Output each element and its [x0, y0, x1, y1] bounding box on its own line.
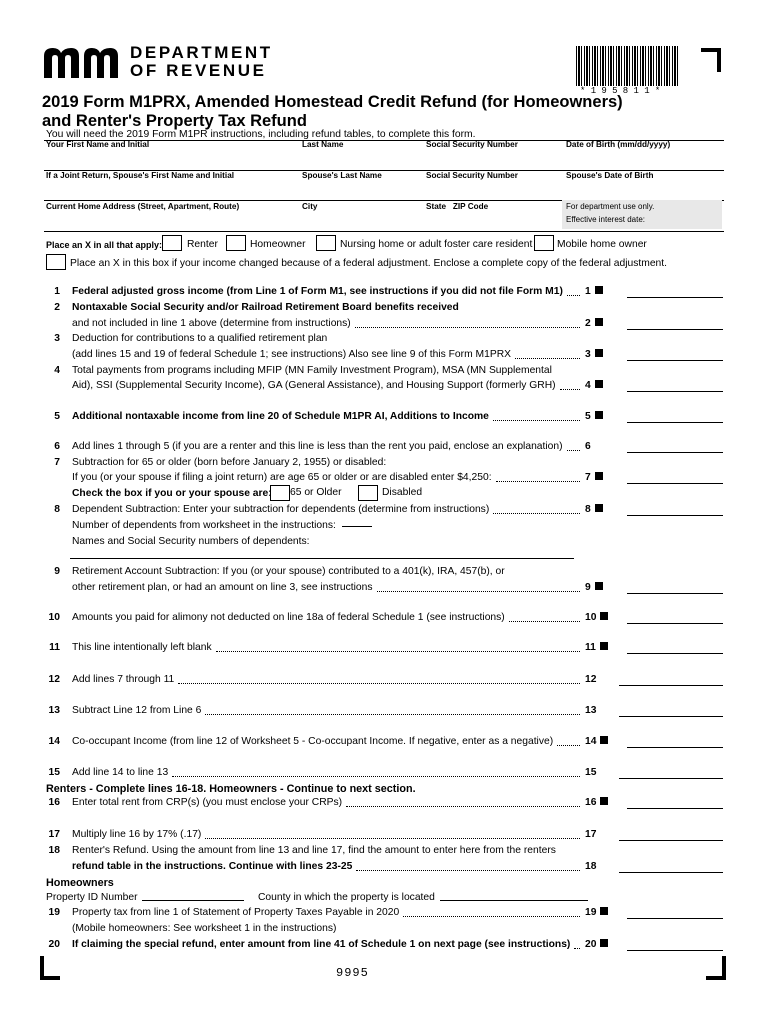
line-ref-label: 17 [585, 829, 597, 840]
line-text: Property tax from line 1 of Statement of Property Taxes Payable in 2020 [72, 907, 400, 918]
line-text: Subtract Line 12 from Line 6 [72, 705, 202, 716]
place-x-label: Place an X in all that apply: [46, 240, 163, 250]
line-ref-number [585, 674, 596, 685]
state-zip-label: State ZIP Code [426, 202, 489, 211]
answer-field-line-9[interactable] [627, 593, 723, 594]
line-text: Renter's Refund. Using the amount from line 13 and line 17, find the amount to enter here from the renters [72, 845, 556, 856]
line-ref-number [585, 441, 591, 452]
marker-square-icon [595, 472, 603, 480]
line-text: Multiply line 16 by 17% (.17) [72, 829, 202, 840]
instructions-note: You will need the 2019 Form M1PR instructions, including refund tables, to complete this form. [46, 129, 476, 140]
line-ref-label: 2 [585, 318, 591, 329]
marker-square-icon [595, 380, 603, 388]
marker-square-icon [595, 349, 603, 357]
line-number: 16 [48, 797, 60, 808]
line-ref-number [585, 797, 608, 808]
line-text: Add line 14 to line 13 [72, 767, 169, 778]
dependents-count-field[interactable] [342, 526, 372, 527]
dot-leader [346, 806, 580, 807]
line-ref-number [585, 861, 596, 872]
line-text: Federal adjusted gross income (from Line 1 of Form M1, see instructions if you did not file Form M1) [72, 286, 563, 297]
marker-square-icon [600, 907, 608, 915]
line-text: This line intentionally left blank [72, 642, 212, 653]
dependents-names-field[interactable] [70, 558, 574, 559]
line-ref-number [585, 380, 603, 391]
dot-leader [178, 683, 580, 684]
dot-leader [557, 745, 580, 746]
line-number: 12 [48, 674, 60, 685]
line-ref-number [585, 504, 603, 515]
dot-leader [567, 295, 580, 296]
line-number: 4 [54, 365, 60, 376]
answer-field-line-20[interactable] [627, 950, 723, 951]
answer-field-line-12[interactable] [619, 685, 723, 686]
line-text: Nontaxable Social Security and/or Railroad Retirement Board benefits received [72, 302, 459, 313]
address-label: Current Home Address (Street, Apartment, Route) [46, 202, 240, 211]
disabled-label: Disabled [382, 487, 423, 498]
line-ref-number [585, 349, 603, 360]
dot-leader [172, 776, 580, 777]
spouse-last-label: Spouse's Last Name [302, 171, 382, 180]
line-number: 10 [48, 612, 60, 623]
nursing-home-checkbox[interactable] [316, 235, 336, 251]
property-id-label: Property ID Number [46, 892, 138, 903]
answer-field-line-6[interactable] [627, 452, 723, 453]
first-name-label: Your First Name and Initial [46, 140, 150, 149]
line-number: 8 [54, 504, 60, 515]
line-ref-label: 13 [585, 705, 597, 716]
line-number: 17 [48, 829, 60, 840]
marker-square-icon [600, 612, 608, 620]
answer-field-line-7[interactable] [627, 483, 723, 484]
line-ref-label: 14 [585, 736, 597, 747]
dot-leader [355, 327, 580, 328]
line-number: 5 [54, 411, 60, 422]
marker-square-icon [595, 286, 603, 294]
line-ref-label: 4 [585, 380, 591, 391]
dot-leader [567, 450, 580, 451]
line-number: 15 [48, 767, 60, 778]
line-ref-label: 20 [585, 939, 597, 950]
renters-section-header: Renters - Complete lines 16-18. Homeowners - Continue to next section. [46, 783, 416, 795]
line-text: Names and Social Security numbers of dependents: [72, 536, 310, 547]
answer-field-line-3[interactable] [627, 360, 723, 361]
line-text: and not included in line 1 above (determine from instructions) [72, 318, 351, 329]
department-use-box: For department use only. Effective interest date: [562, 200, 722, 229]
dot-leader [403, 916, 580, 917]
city-label: City [302, 202, 318, 211]
marker-square-icon [595, 411, 603, 419]
barcode [576, 46, 680, 86]
answer-field-line-18[interactable] [619, 872, 723, 873]
line-number: 9 [54, 566, 60, 577]
spouse-ssn-label: Social Security Number [426, 171, 518, 180]
line-ref-number [585, 642, 608, 653]
answer-field-line-14[interactable] [627, 747, 723, 748]
answer-field-line-15[interactable] [619, 778, 723, 779]
dot-leader [205, 838, 580, 839]
line-ref-label: 6 [585, 441, 591, 452]
crop-mark-bottom-right [706, 956, 726, 980]
disabled-checkbox[interactable] [358, 485, 378, 501]
line-text: refund table in the instructions. Continue with lines 23-25 [72, 861, 353, 872]
crop-mark-bottom-left [40, 956, 60, 980]
nursing-home-label: Nursing home or adult foster care resident [340, 239, 533, 250]
line-number: 18 [48, 845, 60, 856]
line-text: (add lines 15 and 19 of federal Schedule 1; see instructions) Also see line 9 of this Form M1PRX [72, 349, 512, 360]
federal-adjustment-label: Place an X in this box if your income changed because of a federal adjustment. Enclose a complete copy of the federal adjustment. [70, 258, 667, 269]
line-ref-label: 5 [585, 411, 591, 422]
dot-leader [377, 591, 580, 592]
line-text: Add lines 7 through 11 [72, 674, 175, 685]
line-text: Retirement Account Subtraction: If you (or your spouse) contributed to a 401(k), IRA, 457(b), or [72, 566, 505, 577]
dot-leader [509, 621, 580, 622]
crop-mark-top-right [701, 48, 721, 72]
answer-field-line-2[interactable] [627, 329, 723, 330]
answer-field-line-8[interactable] [627, 515, 723, 516]
federal-adjustment-checkbox[interactable] [46, 254, 66, 270]
marker-square-icon [595, 582, 603, 590]
line-number: 11 [49, 642, 60, 653]
line-number: 6 [54, 441, 60, 452]
age65-label: 65 or Older [290, 487, 342, 498]
line-ref-label: 1 [585, 286, 591, 297]
line-text: Number of dependents from worksheet in the instructions: [72, 520, 336, 531]
dob-label: Date of Birth (mm/dd/yyyy) [566, 140, 671, 149]
line-ref-number [585, 829, 596, 840]
line-text: Dependent Subtraction: Enter your subtraction for dependents (determine from instructions) [72, 504, 490, 515]
line-ref-number [585, 736, 608, 747]
line-ref-number [585, 907, 608, 918]
divider [44, 231, 724, 232]
spouse-dob-label: Spouse's Date of Birth [566, 171, 654, 180]
answer-field-line-1[interactable] [627, 297, 723, 298]
dot-leader [493, 420, 580, 421]
line-text: other retirement plan, or had an amount on line 3, see instructions [72, 582, 373, 593]
line-ref-number [585, 472, 603, 483]
renter-checkbox[interactable] [162, 235, 182, 251]
line-ref-label: 9 [585, 582, 591, 593]
line-ref-label: 16 [585, 797, 597, 808]
mn-logo [44, 46, 122, 78]
dot-leader [356, 870, 580, 871]
dot-leader [560, 389, 580, 390]
page-code: 9995 [336, 966, 369, 980]
dot-leader [205, 714, 580, 715]
line-ref-number [585, 705, 596, 716]
homeowners-section-header: Homeowners [46, 877, 114, 889]
barcode-number: *195811* [580, 86, 666, 96]
line-ref-label: 12 [585, 674, 597, 685]
line-ref-number [585, 767, 596, 778]
line-ref-label: 8 [585, 504, 591, 515]
line-ref-number [585, 582, 603, 593]
line-text: Amounts you paid for alimony not deducted on line 18a of federal Schedule 1 (see instructions) [72, 612, 505, 623]
dot-leader [515, 358, 580, 359]
line-number: 3 [54, 333, 60, 344]
line-ref-label: 11 [585, 642, 596, 653]
line-ref-label: 15 [585, 767, 597, 778]
line-text: Co-occupant Income (from line 12 of Worksheet 5 - Co-occupant Income. If negative, enter as a negative) [72, 736, 554, 747]
last-name-label: Last Name [302, 140, 344, 149]
line-text: Total payments from programs including MFIP (MN Family Investment Program), MSA (MN Supplemental [72, 365, 552, 376]
line-number: 7 [54, 457, 60, 468]
answer-field-line-19[interactable] [627, 918, 723, 919]
age65-checkbox[interactable] [270, 485, 290, 501]
line-ref-number [585, 286, 603, 297]
line-text: Additional nontaxable income from line 20 of Schedule M1PR AI, Additions to Income [72, 411, 489, 422]
answer-field-line-13[interactable] [619, 716, 723, 717]
line-text: Aid), SSI (Supplemental Security Income), GA (General Assistance), and Housing Support (formerly GRH) [72, 380, 556, 391]
line-number: 13 [48, 705, 60, 716]
marker-square-icon [595, 504, 603, 512]
line-ref-label: 19 [585, 907, 597, 918]
line-ref-number [585, 411, 603, 422]
answer-field-line-4[interactable] [627, 391, 723, 392]
spouse-first-label: If a Joint Return, Spouse's First Name and Initial [46, 171, 235, 180]
mobile-home-label: Mobile home owner [557, 239, 647, 250]
line-ref-number [585, 939, 608, 950]
line-number: 1 [54, 286, 60, 297]
property-id-field[interactable] [142, 900, 244, 901]
form-title: 2019 Form M1PRX, Amended Homestead Credit Refund (for Homeowners) and Renter's Property Tax Refund [42, 93, 623, 130]
renter-label: Renter [187, 239, 218, 250]
dot-leader [493, 513, 580, 514]
dot-leader [216, 651, 580, 652]
line-text: (Mobile homeowners: See worksheet 1 in the instructions) [72, 923, 337, 934]
answer-field-line-17[interactable] [619, 840, 723, 841]
line-text: Subtraction for 65 or older (born before January 2, 1955) or disabled: [72, 457, 387, 468]
dot-leader [496, 481, 580, 482]
line-text: Enter total rent from CRP(s) (you must enclose your CRPs) [72, 797, 343, 808]
mobile-home-checkbox[interactable] [534, 235, 554, 251]
dot-leader [574, 948, 580, 949]
line-number: 2 [54, 302, 60, 313]
ssn-label: Social Security Number [426, 140, 518, 149]
line-ref-label: 7 [585, 472, 591, 483]
answer-field-line-10[interactable] [627, 623, 723, 624]
county-field[interactable] [440, 900, 588, 901]
line-text: If claiming the special refund, enter amount from line 41 of Schedule 1 on next page (see instructions) [72, 939, 571, 950]
line-number: 14 [48, 736, 60, 747]
homeowner-label: Homeowner [250, 239, 306, 250]
answer-field-line-11[interactable] [627, 653, 723, 654]
line-text: Add lines 1 through 5 (if you are a renter and this line is less than the rent you paid, enclose an explanation) [72, 441, 563, 452]
marker-square-icon [600, 736, 608, 744]
line-ref-number [585, 318, 603, 329]
line-number: 19 [48, 907, 60, 918]
line-ref-label: 10 [585, 612, 597, 623]
marker-square-icon [600, 642, 608, 650]
line-ref-label: 18 [585, 861, 597, 872]
line-text: Check the box if you or your spouse are: [72, 488, 272, 499]
marker-square-icon [600, 939, 608, 947]
homeowner-checkbox[interactable] [226, 235, 246, 251]
line-ref-label: 3 [585, 349, 591, 360]
marker-square-icon [600, 797, 608, 805]
line-ref-number [585, 612, 608, 623]
answer-field-line-5[interactable] [627, 422, 723, 423]
line-text: Deduction for contributions to a qualified retirement plan [72, 333, 328, 344]
department-name: DEPARTMENT OF REVENUE [130, 43, 273, 80]
line-number: 20 [48, 939, 60, 950]
county-label: County in which the property is located [258, 892, 435, 903]
line-text: If you (or your spouse if filing a joint return) are age 65 or older or are disabled enter $4,250: [72, 472, 492, 483]
marker-square-icon [595, 318, 603, 326]
answer-field-line-16[interactable] [627, 808, 723, 809]
